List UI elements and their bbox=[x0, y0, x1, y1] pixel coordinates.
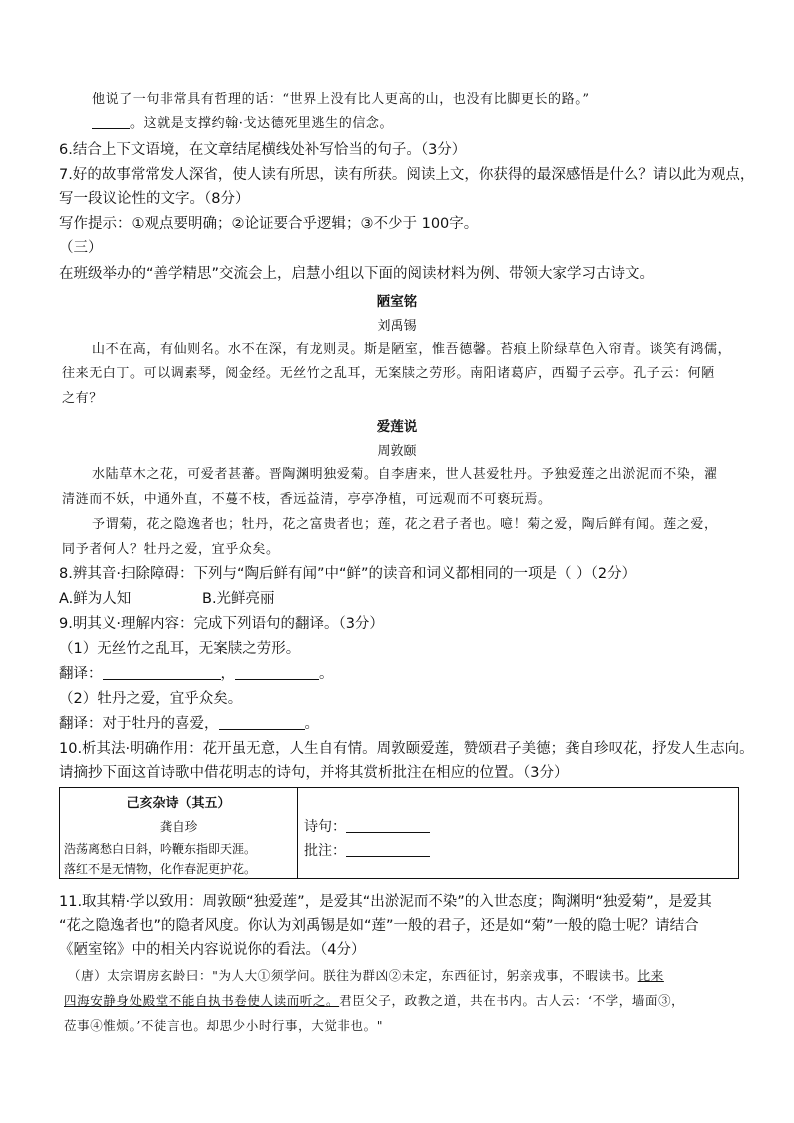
option-a[interactable]: A.鲜为人知 bbox=[59, 591, 132, 607]
q9-translation2 bbox=[59, 714, 319, 734]
poem2-line2: 清涟而不妖，中通外直，不蔓不枝，香远益清，亭亭净植，可远观而不可亵玩焉。 bbox=[62, 492, 552, 507]
passage-line2-text: 君臣父子，政教之道，共在书内。古人云：‘不学，墙面③， bbox=[339, 993, 685, 1008]
answer-cell bbox=[298, 788, 738, 878]
answer-blank[interactable] bbox=[346, 818, 430, 833]
quote-line: 他说了一句非常具有哲理的话：“世界上没有比人更高的山，也没有比脚更长的路。” bbox=[92, 92, 590, 107]
poem2-title: 爱莲说 bbox=[376, 419, 418, 435]
verse-answer bbox=[304, 816, 430, 836]
poem-table bbox=[59, 787, 739, 879]
answer-blank[interactable] bbox=[103, 665, 221, 680]
writing-hint: 写作提示：①观点要明确；②论证要合乎逻辑；③不少于 100字。 bbox=[59, 216, 479, 232]
passage-line1-text: （唐）太宗谓房玄龄曰："为人大①须学问。朕往为群凶②未定，东西征讨，躬亲戎事，不暇读书。 bbox=[68, 968, 638, 983]
note-answer bbox=[304, 840, 430, 860]
section-heading: （三） bbox=[59, 240, 103, 256]
passage-underlined-sentence: 四海安静身处殿堂不能自执书卷使人读而听之。 bbox=[64, 993, 340, 1008]
poem1-author: 刘禹锡 bbox=[377, 319, 417, 334]
q9-item1: （1）无丝竹之乱耳，无案牍之劳形。 bbox=[59, 641, 301, 657]
question-7-line1: 7.好的故事常常发人深省，使人读有所思，读有所获。阅读上文，你获得的最深感悟是什么？请以此为观点， bbox=[59, 167, 755, 183]
passage-underlined-start: 比来 bbox=[637, 968, 664, 983]
poem2-line4: 同予者何人？牡丹之爱，宜乎众矣。 bbox=[62, 542, 280, 557]
question-6: 6.结合上下文语境，在文章结尾横线处补写恰当的句子。（3分） bbox=[59, 142, 467, 158]
poem2-line3: 予谓菊，花之隐逸者也；牡丹，花之富贵者也；莲，花之君子者也。噫！菊之爱，陶后鲜有闻。莲之爱， bbox=[92, 517, 718, 532]
poem1-line1: 山不在高，有仙则名。水不在深，有龙则灵。斯是陋室，惟吾德馨。苔痕上阶绿草色入帘青。谈笑有鸿儒， bbox=[92, 342, 732, 357]
option-b[interactable]: B.光鲜亮丽 bbox=[202, 591, 275, 607]
translation-prefix: 翻译：对于牡丹的喜爱， bbox=[59, 716, 219, 732]
question-10-line1: 10.析其法·明确作用：花开虽无意，人生自有情。周敦颐爱莲，赞颂君子美德；龚自珍叹花，抒发人生志向。 bbox=[59, 741, 754, 757]
verse-label: 诗句： bbox=[304, 819, 346, 835]
poem3-line2: 落红不是无情物，化作春泥更护花。 bbox=[64, 862, 257, 876]
poem1-line3: 之有？ bbox=[62, 391, 103, 406]
passage-line1 bbox=[68, 966, 664, 986]
question-10-line2: 请摘抄下面这首诗歌中借花明志的诗句，并将其赏析批注在相应的位置。（3分） bbox=[59, 765, 569, 781]
poem2-line1: 水陆草木之花，可爱者甚蕃。晋陶渊明独爱菊。自李唐来，世人甚爱牡丹。予独爱莲之出淤泥而不染，濯 bbox=[92, 467, 718, 482]
answer-blank[interactable] bbox=[92, 114, 130, 129]
question-9: 9.明其义·理解内容：完成下列语句的翻译。（3分） bbox=[59, 616, 384, 632]
poem3-cell bbox=[60, 788, 298, 878]
note-label: 批注： bbox=[304, 843, 346, 859]
poem3-author: 龚自珍 bbox=[159, 819, 198, 834]
answer-blank[interactable] bbox=[219, 715, 305, 730]
passage-line3: 莅事④惟烦。’不徒言也。却思少小时行事，大觉非也。" bbox=[64, 1018, 384, 1033]
translation-label: 翻译： bbox=[59, 666, 103, 682]
comma: ， bbox=[220, 666, 235, 682]
period: 。 bbox=[304, 716, 319, 732]
belief-line bbox=[92, 114, 393, 134]
q9-translation1 bbox=[59, 664, 334, 684]
q9-item2: （2）牡丹之爱，宜乎众矣。 bbox=[59, 691, 243, 707]
section-intro: 在班级举办的“善学精思”交流会上，启慧小组以下面的阅读材料为例、带领大家学习古诗文。 bbox=[59, 266, 655, 282]
question-11-line2: “花之隐逸者也”的隐者风度。你认为刘禹锡是如“莲”一般的君子，还是如“菊”一般的隐士呢？请结合 bbox=[59, 918, 699, 934]
question-8: 8.辨其音·扫除障碍：下列与“陶后鲜有闻”中“鲜”的读音和词义都相同的一项是（ ）（2分） bbox=[59, 566, 637, 582]
poem1-title: 陋室铭 bbox=[376, 294, 418, 310]
period: 。 bbox=[319, 666, 334, 682]
question-7-line2: 写一段议论性的文字。（8分） bbox=[59, 191, 250, 207]
answer-blank[interactable] bbox=[346, 842, 430, 857]
poem3-title: 己亥杂诗（其五） bbox=[126, 796, 231, 811]
belief-text: 。这就是支撑约翰·戈达德死里逃生的信念。 bbox=[130, 116, 394, 131]
answer-blank[interactable] bbox=[235, 665, 319, 680]
question-11-line1: 11.取其精·学以致用：周敦颐“独爱莲”，是爱其“出淤泥而不染”的入世态度；陶渊明“独爱菊”，是爱其 bbox=[59, 894, 712, 910]
poem2-author: 周敦颐 bbox=[377, 444, 417, 459]
poem1-line2: 往来无白丁。可以调素琴，阅金经。无丝竹之乱耳，无案牍之劳形。南阳诸葛庐，西蜀子云亭。孔子云：何陋 bbox=[62, 366, 715, 381]
passage-line2 bbox=[64, 991, 684, 1011]
poem3-line1: 浩荡离愁白日斜，吟鞭东指即天涯。 bbox=[64, 842, 257, 856]
question-11-line3: 《陋室铭》中的相关内容说说你的看法。（4分） bbox=[59, 942, 366, 958]
